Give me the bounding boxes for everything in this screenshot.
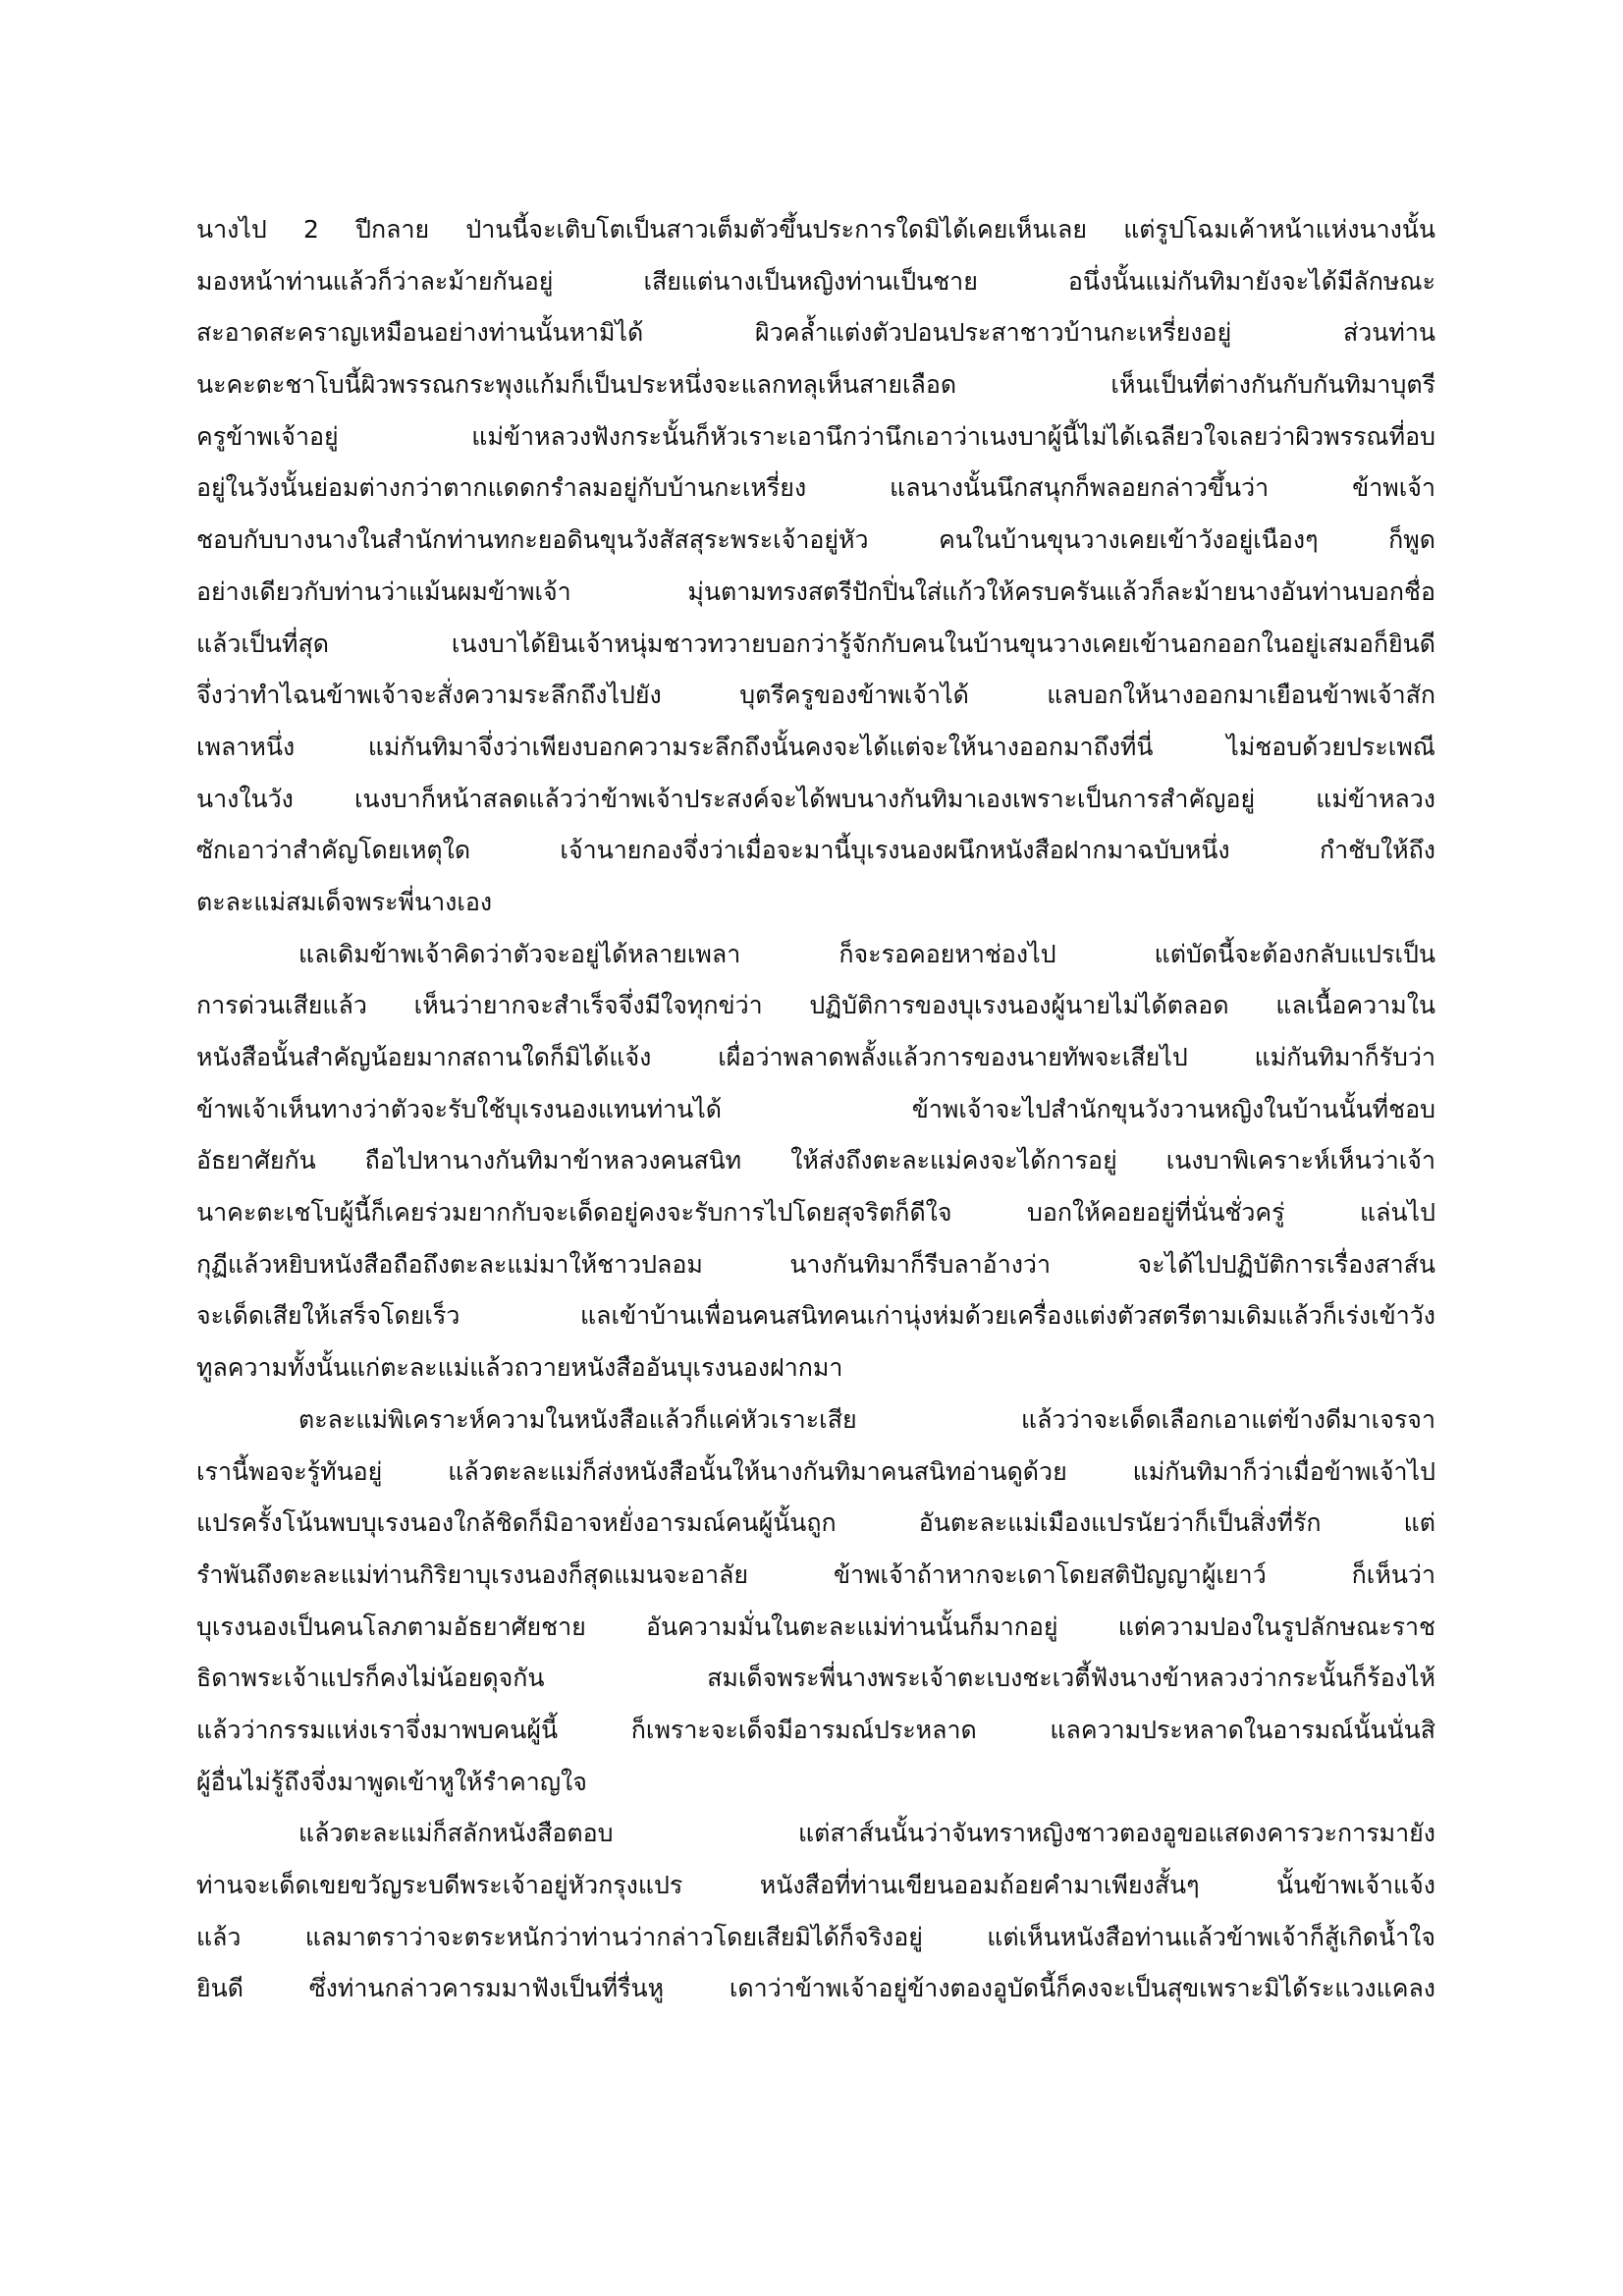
text-line: เพลาหนึ่ง แม่กันทิมาจึ่งว่าเพียงบอกความระลึกถึงนั้นคงจะได้แต่จะให้นางออกมาถึงที่นี่ ไม่ชอบด้วยประเพณี [196,732,1435,761]
text-line: ซักเอาว่าสำคัญโดยเหตุใด เจ้านายกองจึ่งว่าเมื่อจะมานี้บุเรงนองผนึกหนังสือฝากมาฉบับหนึ่ง กำชับให้ถึง [196,836,1435,865]
text-line: ตะละแม่สมเด็จพระพี่นางเอง [196,887,493,916]
text-line: ตะละแม่พิเคราะห์ความในหนังสือแล้วก็แค่หัวเราะเสีย แล้วว่าจะเด็ดเลือกเอาแต่ข้างดีมาเจรจา [298,1404,1435,1434]
text-line: นางไป 2 ปีกลาย ป่านนี้จะเติบโตเป็นสาวเต็มตัวขึ้นประการใดมิได้เคยเห็นเลย แต่รูปโฉมเค้าหน้าแห่งนางนั้น [196,215,1435,244]
text-line: อย่างเดียวกับท่านว่าแม้นผมข้าพเจ้า มุ่นตามทรงสตรีปักปิ่นใส่แก้วให้ครบครันแล้วก็ละม้ายนางอันท่านบอกชื่อ [196,576,1435,606]
text-line: รำพันถึงตะละแม่ท่านกิริยาบุเรงนองก็สุดแมนจะอาลัย ข้าพเจ้าถ้าหากจะเดาโดยสติปัญญาผู้เยาว์ ก็เห็นว่า [196,1559,1435,1589]
text-line: นะคะตะชาโบนี้ผิวพรรณกระพุงแก้มก็เป็นประหนึ่งจะแลกทลุเห็นสายเลือด เห็นเป็นที่ต่างกันกับกันทิมาบุตรี [196,370,1435,400]
text-line: กุฏีแล้วหยิบหนังสือถือถึงตะละแม่มาให้ชาวปลอม นางกันทิมาก็รีบลาอ้างว่า จะได้ไปปฏิบัติการเรื่องสาส์น [196,1249,1435,1279]
paragraph [196,929,1435,1394]
text-line: อยู่ในวังนั้นย่อมต่างกว่าตากแดดกรำลมอยู่กับบ้านกะเหรี่ยง แลนางนั้นนึกสนุกก็พลอยกล่าวขึ้นว่า ข้าพเจ้า [196,473,1435,503]
text-line: แล้วเป็นที่สุด เนงบาได้ยินเจ้าหนุ่มชาวทวายบอกว่ารู้จักกับคนในบ้านขุนวางเคยเข้านอกออกในอยู่เสมอก็ยินดี [196,629,1435,658]
text-line: แลเดิมข้าพเจ้าคิดว่าตัวจะอยู่ได้หลายเพลา ก็จะรอคอยหาช่องไป แต่บัดนี้จะต้องกลับแปรเป็น [298,939,1435,968]
text-line: แล้ว แลมาตราว่าจะตระหนักว่าท่านว่ากล่าวโดยเสียมิได้ก็จริงอยู่ แต่เห็นหนังสือท่านแล้วข้าพเจ้าก็สู้เกิดน้ำใจ [196,1922,1435,1951]
text-line: นางในวัง เนงบาก็หน้าสลดแล้วว่าข้าพเจ้าประสงค์จะได้พบนางกันทิมาเองเพราะเป็นการสำคัญอยู่ แม่ข้าหลวง [196,784,1435,813]
text-line: นาคะตะเชโบผู้นี้ก็เคยร่วมยากกับจะเด็ดอยู่คงจะรับการไปโดยสุจริตก็ดีใจ บอกให้คอยอยู่ที่นั่นชั่วครู่ แล่นไป [196,1198,1435,1228]
paragraph [196,1808,1435,2015]
text-line: การด่วนเสียแล้ว เห็นว่ายากจะสำเร็จจึ่งมีใจทุกข่ว่า ปฏิบัติการของบุเรงนองผู้นายไม่ได้ตลอด แลเนื้อความใน [196,991,1435,1020]
text-line: มองหน้าท่านแล้วก็ว่าละม้ายกันอยู่ เสียแต่นางเป็นหญิงท่านเป็นชาย อนึ่งนั้นแม่กันทิมายังจะได้มีลักษณะ [196,266,1435,296]
paragraph [196,1394,1435,1809]
text-line: แล้วว่ากรรมแห่งเราจึ่งมาพบคนผู้นี้ ก็เพราะจะเด็จมีอารมณ์ประหลาด แลความประหลาดในอารมณ์นั้นนั่นสิ [196,1715,1435,1744]
text-line: แล้วตะละแม่ก็สลักหนังสือตอบ แต่สาส์นนั้นว่าจันทราหญิงชาวตองอูขอแสดงคารวะการมายัง [298,1819,1435,1848]
text-line: ชอบกับบางนางในสำนักท่านทกะยอดินขุนวังสัสสุระพระเจ้าอยู่หัว คนในบ้านขุนวางเคยเข้าวังอยู่เนืองๆ ก็พูด [196,525,1435,555]
text-line: จะเด็ดเสียให้เสร็จโดยเร็ว แลเข้าบ้านเพื่อนคนสนิทคนเก่านุ่งห่มด้วยเครื่องแต่งตัวสตรีตามเดิมแล้วก็เร่งเข้าวัง [196,1301,1435,1331]
text-line: จึ่งว่าทำไฉนข้าพเจ้าจะสั่งความระลึกถึงไปยัง บุตรีครูของข้าพเจ้าได้ แลบอกให้นางออกมาเยือนข้าพเจ้าสัก [196,681,1435,710]
text-line: แปรครั้งโน้นพบบุเรงนองใกล้ชิดก็มิอาจหยั่งอารมณ์คนผู้นั้นถูก อันตะละแม่เมืองแปรนัยว่าก็เป็นสิ่งที่รัก แต่ [196,1508,1435,1538]
text-line: อัธยาศัยกัน ถือไปหานางกันทิมาข้าหลวงคนสนิท ให้ส่งถึงตะละแม่คงจะได้การอยู่ เนงบาพิเคราะห์เห็นว่าเจ้า [196,1146,1435,1175]
text-line: เรานี้พอจะรู้ทันอยู่ แล้วตะละแม่ก็ส่งหนังสือนั้นให้นางกันทิมาคนสนิทอ่านดูด้วย แม่กันทิมาก็ว่าเมื่อข้าพเจ้าไป [196,1456,1435,1486]
text-line: สะอาดสะคราญเหมือนอย่างท่านนั้นหามิได้ ผิวคล้ำแต่งตัวปอนประสาชาวบ้านกะเหรี่ยงอยู่ ส่วนท่าน [196,318,1435,348]
text-line: ทูลความทั้งนั้นแก่ตะละแม่แล้วถวายหนังสืออันบุเรงนองฝากมา [196,1353,843,1383]
text-line: ผู้อื่นไม่รู้ถึงจึ่งมาพูดเข้าหูให้รำคาญใจ [196,1767,587,1796]
text-line: หนังสือนั้นสำคัญน้อยมากสถานใดก็มิได้แจ้ง เผื่อว่าพลาดพลั้งแล้วการของนายทัพจะเสียไป แม่กันทิมาก็รับว่า [196,1043,1435,1071]
text-line: บุเรงนองเป็นคนโลภตามอัธยาศัยชาย อันความมั่นในตะละแม่ท่านนั้นก็มากอยู่ แต่ความปองในรูปลักษณะราช [196,1612,1435,1641]
paragraph [196,204,1435,929]
text-line: ยินดี ซึ่งท่านกล่าวคารมมาฟังเป็นที่รื่นหู เดาว่าข้าพเจ้าอยู่ข้างตองอูบัดนี้ก็คงจะเป็นสุขเพราะมิได้ระแวงแคลง [196,1974,1435,2003]
text-line: ธิดาพระเจ้าแปรก็คงไม่น้อยดุจกัน สมเด็จพระพี่นางพระเจ้าตะเบงชะเวตี้ฟังนางข้าหลวงว่ากระนั้นก็ร้องไห้ [196,1664,1435,1693]
document-body [196,204,1435,2015]
text-line: ท่านจะเด็ดเขยขวัญระบดีพระเจ้าอยู่หัวกรุงแปร หนังสือที่ท่านเขียนออมถ้อยคำมาเพียงสั้นๆ นั้นข้าพเจ้าแจ้ง [196,1871,1435,1899]
text-line: ข้าพเจ้าเห็นทางว่าตัวจะรับใช้บุเรงนองแทนท่านได้ ข้าพเจ้าจะไปสำนักขุนวังวานหญิงในบ้านนั้นที่ชอบ [196,1094,1435,1123]
text-line: ครูข้าพเจ้าอยู่ แม่ข้าหลวงฟังกระนั้นก็หัวเราะเอานึกว่านึกเอาว่าเนงบาผู้นี้ไม่ได้เฉลียวใจเลยว่าผิวพรรณที่อบ [196,421,1435,451]
